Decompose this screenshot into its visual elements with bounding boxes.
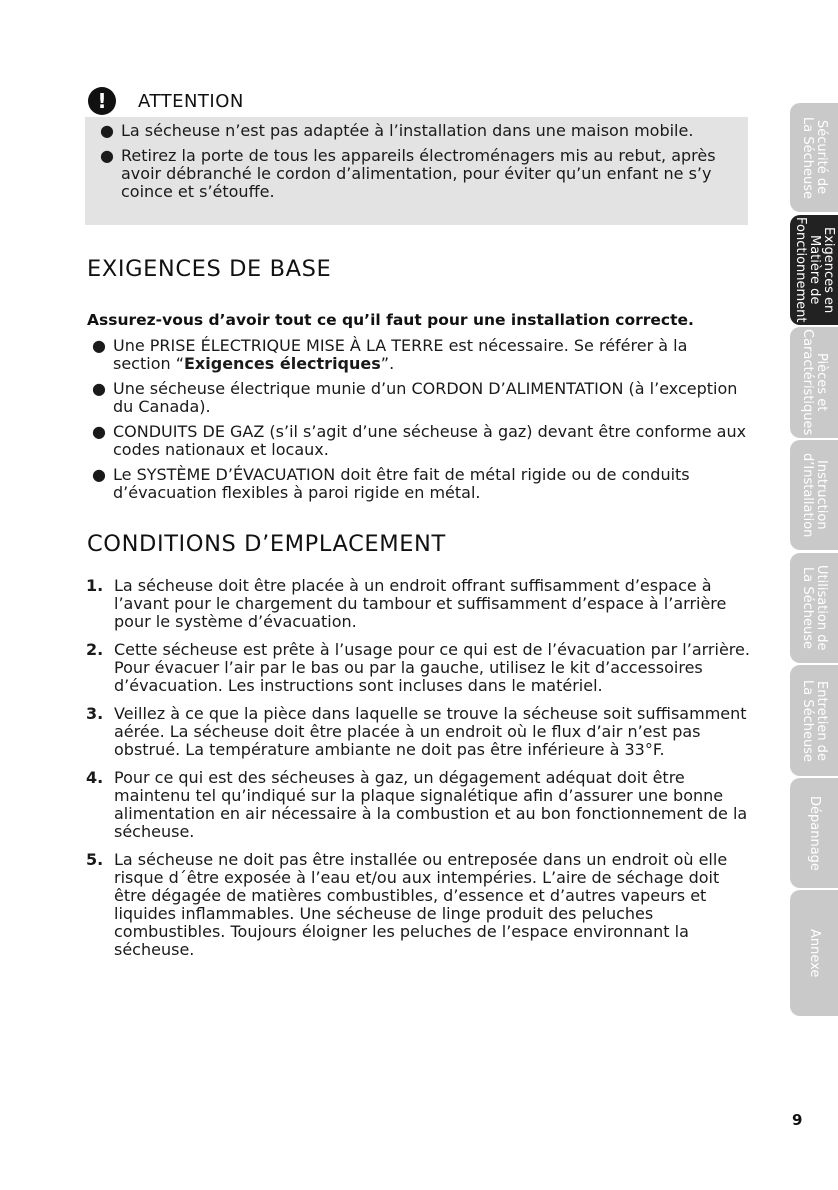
tab-label: Sécurité de La Sécheuse [800,116,829,199]
exigences-item-text: Le SYSTÈME D’ÉVACUATION doit être fait de métal rigide ou de conduits d’évacuation flexibles à paroi rigide en métal. [113,465,690,502]
bullet-icon: ● [92,379,106,398]
attention-title: ATTENTION [138,90,244,112]
item-number: 2. [86,640,104,659]
list-item [93,147,728,201]
list-item [85,466,750,502]
exigences-item-text: Une sécheuse électrique munie d’un CORDON D’ALIMENTATION (à l’exception du Canada). [113,379,738,416]
exigences-subheading: Assurez-vous d’avoir tout ce qu’il faut pour une installation correcte. [87,311,694,329]
condition-text: Cette sécheuse est prête à l’usage pour ce qui est de l’évacuation par l’arrière. Pour évacuer l’air par le bas ou par la gauche, utilisez le kit d’accessoires d’évacuation. Les instructions sont incluses dans le matériel. [114,640,750,695]
tab-annexe[interactable] [790,890,838,1016]
exigences-item-text-end: ”. [380,354,395,373]
section-heading-exigences: EXIGENCES DE BASE [87,256,332,282]
attention-item-text: La sécheuse n’est pas adaptée à l’installation dans une maison mobile. [121,121,694,140]
bullet-icon: ● [100,146,114,165]
attention-box [85,117,748,225]
item-number: 4. [86,768,104,787]
list-item [85,423,750,459]
condition-text: Veillez à ce que la pièce dans laquelle se trouve la sécheuse soit suffisamment aérée. La sécheuse doit être placée à un endroit où le flux d’air n’est pas obstrué. La température ambiante ne doit pas être inférieure à 33°F. [114,704,747,759]
condition-text: La sécheuse doit être placée à un endroit offrant suffisamment d’espace à l’avant pour le chargement du tambour et suffisamment d’espace à l’arrière pour le système d’évacuation. [114,576,727,631]
list-item [85,577,750,631]
list-item [85,705,750,759]
list-item [85,641,750,695]
tab-entretien[interactable] [790,665,838,776]
bullet-icon: ● [100,121,114,140]
tab-instruction[interactable] [790,440,838,550]
page-number: 9 [792,1111,803,1129]
list-item [85,337,750,373]
section-heading-conditions: CONDITIONS D’EMPLACEMENT [87,531,446,557]
tab-utilisation[interactable] [790,553,838,663]
item-number: 3. [86,704,104,723]
tab-pieces[interactable] [790,327,838,438]
exigences-item-text: Une PRISE ÉLECTRIQUE MISE À LA TERRE est nécessaire. Se référer à la section “ [113,336,688,373]
tab-securite[interactable] [790,103,838,212]
list-item [93,122,728,140]
tab-label: Instruction d’Installation [800,452,829,538]
tab-label: Entretien de La Sécheuse [800,679,829,762]
exigences-list [85,337,750,509]
warning-icon: ! [88,87,116,115]
tab-depannage[interactable] [790,778,838,888]
attention-list [93,122,728,201]
item-number: 1. [86,576,104,595]
list-item [85,851,750,959]
condition-text: La sécheuse ne doit pas être installée ou entreposée dans un endroit où elle risque d´être exposée à l’eau et/ou aux intempéries. L’aire de séchage doit être dégagée de matières combustibles, d’essence et d’autres vapeurs et liquides inflammables. Une sécheuse de linge produit des peluches combustibles. Toujours éloigner les peluches de l’espace environnant la sécheuse. [114,850,728,959]
tab-exigences[interactable] [790,215,838,325]
list-item [85,769,750,841]
item-number: 5. [86,850,104,869]
tab-label: Dépannage [807,795,822,871]
attention-header [88,86,244,116]
tab-label: Utilisation de La Sécheuse [800,565,829,651]
attention-item-text: Retirez la porte de tous les appareils électroménagers mis au rebut, après avoir débranché le cordon d’alimentation, pour éviter qu’un enfant ne s’y coince et s’étouffe. [121,146,716,201]
tab-label: Exigences en Matière de Fonctionnement [793,217,836,323]
tab-label: Pièces et Caractéristiques [800,329,829,436]
tab-label: Annexe [807,928,822,978]
bullet-icon: ● [92,465,106,484]
list-item [85,380,750,416]
condition-text: Pour ce qui est des sécheuses à gaz, un dégagement adéquat doit être maintenu tel qu’indiqué sur la plaque signalétique afin d’assurer une bonne alimentation en air nécessaire à la combustion et au bon fonctionnement de la sécheuse. [114,768,748,841]
bullet-icon: ● [92,336,106,355]
bullet-icon: ● [92,422,106,441]
electrical-requirements-ref: Exigences électriques [184,354,381,373]
conditions-list [85,577,750,969]
exigences-item-text: CONDUITS DE GAZ (s’il s’agit d’une sécheuse à gaz) devant être conforme aux codes nationaux et locaux. [113,422,747,459]
